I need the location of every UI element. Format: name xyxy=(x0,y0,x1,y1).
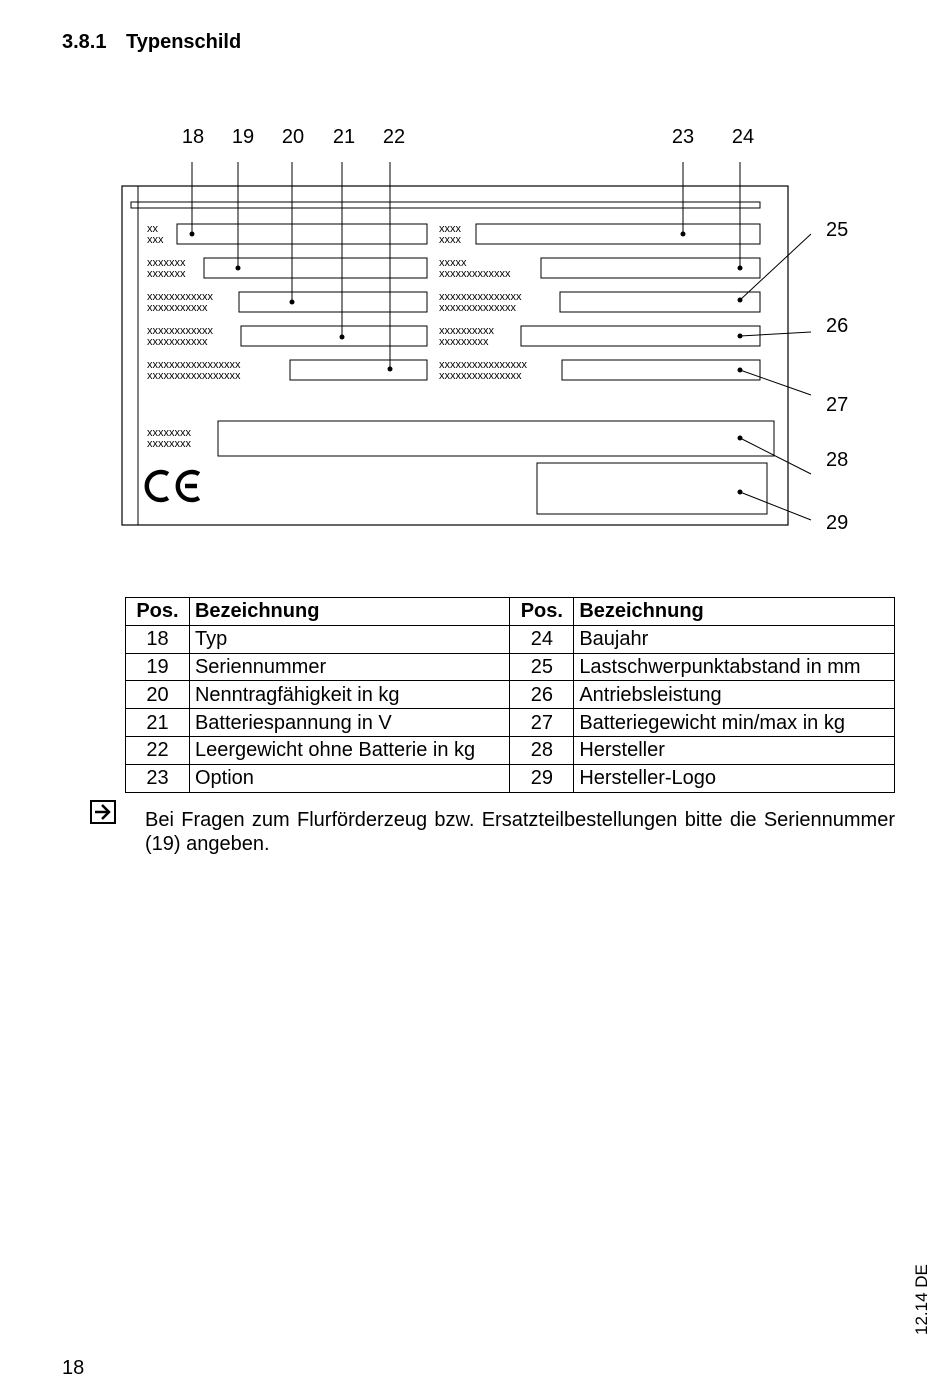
field-box-20 xyxy=(239,292,427,312)
leader-26 xyxy=(740,332,811,336)
header-pos-right: Pos. xyxy=(510,598,574,626)
arrow-right-icon xyxy=(90,800,116,824)
pos-cell: 25 xyxy=(510,653,574,681)
plate-top-strip xyxy=(131,202,760,208)
field-label-22: xxxxxxxxxxxxxxxxx xxxxxxxxxxxxxxxxx xyxy=(147,359,241,382)
field-box-23 xyxy=(476,224,760,244)
field-label-26: xxxxxxxxxx xxxxxxxxx xyxy=(439,325,494,348)
section-title: Typenschild xyxy=(126,31,242,53)
table-row xyxy=(126,625,895,653)
header-designation-left: Bezeichnung xyxy=(189,598,509,626)
pos-cell: 28 xyxy=(510,736,574,764)
nameplate-diagram xyxy=(0,0,950,560)
field-box-27 xyxy=(562,360,760,380)
field-label-28: xxxxxxxx xxxxxxxx xyxy=(147,427,191,450)
callout-26: 26 xyxy=(826,315,849,337)
callout-28: 28 xyxy=(826,449,849,471)
pos-cell: 20 xyxy=(126,681,190,709)
callout-18: 18 xyxy=(181,126,205,148)
pos-cell: 23 xyxy=(126,764,190,792)
pos-cell: 18 xyxy=(126,625,190,653)
pos-cell: 22 xyxy=(126,736,190,764)
field-box-24 xyxy=(541,258,760,278)
date-code: 12.14 DE xyxy=(912,1264,931,1335)
callout-22: 22 xyxy=(382,126,406,148)
designation-cell: Batteriespannung in V xyxy=(189,709,509,737)
leader-27 xyxy=(740,370,811,395)
table-row xyxy=(126,764,895,792)
callout-19: 19 xyxy=(231,126,255,148)
ce-mark-icon xyxy=(147,472,199,500)
designation-cell: Leergewicht ohne Batterie in kg xyxy=(189,736,509,764)
field-box-22 xyxy=(290,360,427,380)
designation-cell: Batteriegewicht min/max in kg xyxy=(574,709,895,737)
callout-23: 23 xyxy=(671,126,695,148)
leader-lines xyxy=(192,162,811,520)
field-box-25 xyxy=(560,292,760,312)
designation-cell: Nenntragfähigkeit in kg xyxy=(189,681,509,709)
table-row xyxy=(126,653,895,681)
pos-cell: 27 xyxy=(510,709,574,737)
field-box-29 xyxy=(537,463,767,514)
callout-21: 21 xyxy=(332,126,356,148)
designation-cell: Antriebsleistung xyxy=(574,681,895,709)
field-label-27: xxxxxxxxxxxxxxxx xxxxxxxxxxxxxxx xyxy=(439,359,527,382)
table-row xyxy=(126,736,895,764)
field-label-21: xxxxxxxxxxxx xxxxxxxxxxx xyxy=(147,325,213,348)
callout-20: 20 xyxy=(281,126,305,148)
table-row xyxy=(126,681,895,709)
field-label-24: xxxxx xxxxxxxxxxxxx xyxy=(439,257,511,280)
field-box-28 xyxy=(218,421,774,456)
page-number: 18 xyxy=(62,1357,85,1379)
callout-29: 29 xyxy=(826,512,849,534)
designation-cell: Typ xyxy=(189,625,509,653)
designation-cell: Baujahr xyxy=(574,625,895,653)
pos-cell: 19 xyxy=(126,653,190,681)
note-text: Bei Fragen zum Flurförderzeug bzw. Ersatzteilbestellungen bitte die Seriennummer (19) angeben. xyxy=(145,809,895,855)
callout-27: 27 xyxy=(826,394,849,416)
legend-table xyxy=(125,597,895,793)
designation-cell: Seriennummer xyxy=(189,653,509,681)
designation-cell: Hersteller xyxy=(574,736,895,764)
header-designation-right: Bezeichnung xyxy=(574,598,895,626)
table-row xyxy=(126,709,895,737)
callout-24: 24 xyxy=(731,126,755,148)
field-box-21 xyxy=(241,326,427,346)
field-label-20: xxxxxxxxxxxx xxxxxxxxxxx xyxy=(147,291,213,314)
pos-cell: 24 xyxy=(510,625,574,653)
pos-cell: 29 xyxy=(510,764,574,792)
designation-cell: Lastschwerpunktabstand in mm xyxy=(574,653,895,681)
legend-header-row xyxy=(126,598,895,626)
leader-29 xyxy=(740,492,811,520)
designation-cell: Hersteller-Logo xyxy=(574,764,895,792)
callout-25: 25 xyxy=(826,219,849,241)
section-number: 3.8.1 xyxy=(62,31,107,53)
field-label-18: xx xxx xyxy=(147,223,164,246)
field-box-26 xyxy=(521,326,760,346)
header-pos-left: Pos. xyxy=(126,598,190,626)
pos-cell: 21 xyxy=(126,709,190,737)
field-label-23: xxxx xxxx xyxy=(439,223,461,246)
field-label-25: xxxxxxxxxxxxxxx xxxxxxxxxxxxxx xyxy=(439,291,522,314)
pos-cell: 26 xyxy=(510,681,574,709)
designation-cell: Option xyxy=(189,764,509,792)
field-label-19: xxxxxxx xxxxxxx xyxy=(147,257,186,280)
